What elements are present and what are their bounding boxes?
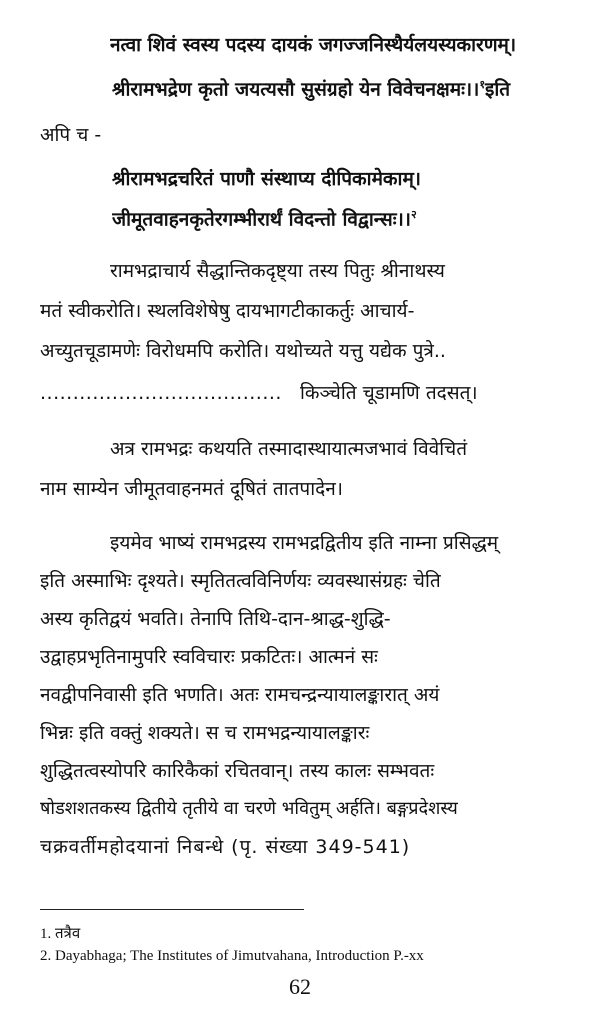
- footnote-1: 1. तत्रैव: [40, 926, 81, 942]
- para3-line4: उद्वाहप्रभृतिनामुपरि स्वविचारः प्रकटितः। आत्मनं सः: [40, 646, 378, 668]
- para3-line2: इति अस्माभिः दृश्यते। स्मृतितत्वविनिर्णयः व्यवस्थासंग्रहः चेति: [40, 570, 441, 592]
- verse1-line2-text: श्रीरामभद्रेण कृतो जयत्यसौ सुसंग्रहो येन विवेचनक्षमः।।: [112, 78, 480, 101]
- para1-dots: .....................................: [40, 382, 282, 404]
- verse2-line2: [112, 200, 572, 234]
- para3-line1: इयमेव भाष्यं रामभद्रस्य रामभद्रद्वितीय इति नाम्ना प्रसिद्धम्: [110, 532, 499, 554]
- para1-line3: अच्युतचूडामणेः विरोधमपि करोति। यथोच्यते यत्तु यद्येक पुत्रे..: [40, 340, 446, 362]
- para2-line1: अत्र रामभद्रः कथयति तस्मादास्थायात्मजभावं विवेचितं: [110, 438, 468, 460]
- para3-line9: चक्रवर्तीमहोदयानां निबन्धे (पृ. संख्या 349-541): [40, 836, 411, 858]
- footnote-ref-2: २: [410, 208, 417, 221]
- footnote-2: 2. Dayabhaga; The Institutes of Jimutvahana, Introduction P.-xx: [40, 948, 424, 964]
- para2-line2: नाम साम्येन जीमूतवाहनमतं दूषितं तातपादेन।: [40, 478, 343, 500]
- verse2-line1: श्रीरामभद्रचरितं पाणौ संस्थाप्य दीपिकामेकाम्।: [112, 168, 422, 190]
- verse1-line2: [112, 70, 582, 104]
- para3-line7: शुद्धितत्वस्योपरि कारिकैकां रचितवान्। तस्य कालः सम्भवतः: [40, 760, 435, 782]
- footnote-ref-1: १: [479, 78, 486, 91]
- para1-line4: किञ्चेति चूडामणि तदसत्।: [300, 382, 478, 404]
- api-ca-label: अपि च -: [40, 124, 102, 146]
- para3-line5: नवद्वीपनिवासी इति भणति। अतः रामचन्द्रन्यायालङ्कारात् अयं: [40, 684, 440, 706]
- para1-line2: मतं स्वीकरोति। स्थलविशेषेषु दायभागटीकाकर्तुः आचार्य-: [40, 300, 415, 322]
- footnote-divider: [40, 909, 304, 910]
- verse1-line2-tail: इति: [485, 78, 511, 101]
- para1-line1: रामभद्राचार्य सैद्धान्तिकदृष्ट्या तस्य पितुः श्रीनाथस्य: [110, 260, 445, 282]
- para3-line8: षोडशशतकस्य द्वितीये तृतीये वा चरणे भवितुम् अर्हति। बङ्गप्रदेशस्य: [40, 798, 458, 819]
- page-number: 62: [289, 974, 311, 999]
- verse1-line1: नत्वा शिवं स्वस्य पदस्य दायकं जगज्जनिस्थैर्यलयस्यकारणम्।: [110, 34, 517, 56]
- para3-line3: अस्य कृतिद्वयं भवति। तेनापि तिथि-दान-श्राद्ध-शुद्धि-: [40, 608, 391, 630]
- para3-line6: भिन्नः इति वक्तुं शक्यते। स च रामभद्रन्यायालङ्कारः: [40, 722, 370, 744]
- verse2-line2-text: जीमूतवाहनकृतेरगम्भीरार्थं विदन्तो विद्वान्सः।।: [112, 208, 411, 231]
